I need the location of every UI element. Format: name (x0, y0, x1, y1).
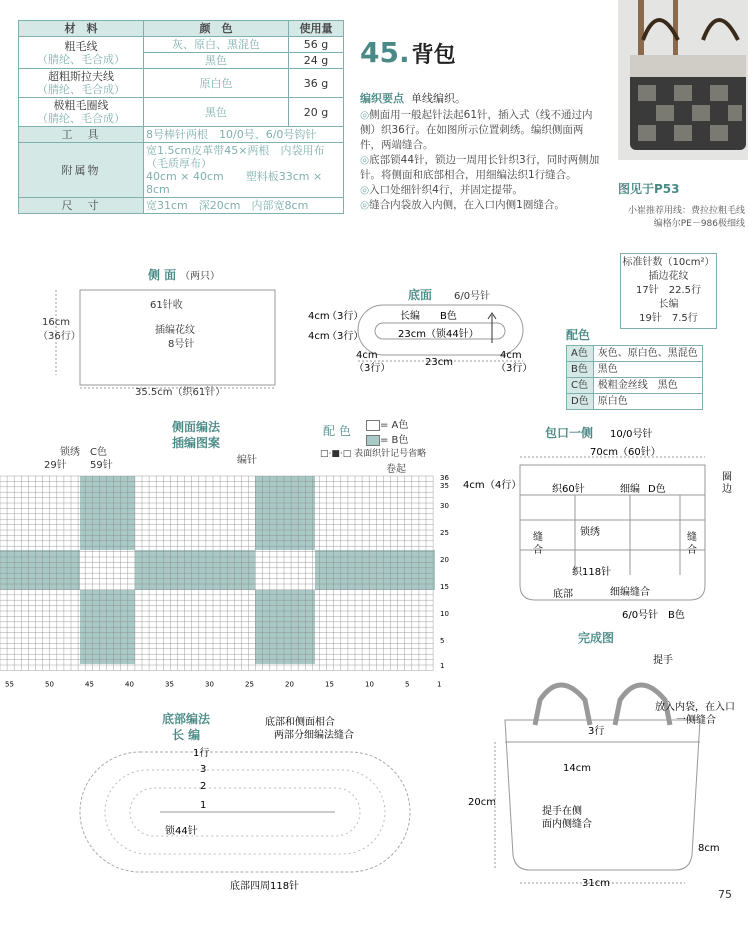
side-cast-off: 61针收 (150, 300, 183, 311)
finished-side1: 提手在侧 (542, 806, 582, 817)
opening-border2: 边 (722, 484, 732, 495)
y-tick-label: 36 (440, 474, 449, 482)
finished-w31: 31cm (582, 878, 610, 889)
opening-fineseam: 细编缝合 (610, 587, 650, 598)
legend-note (320, 446, 426, 459)
bullet-icon: ◎ (360, 109, 370, 121)
material-name: 超粗斯拉夫线 (48, 70, 114, 83)
y-tick-label: 5 (440, 637, 445, 645)
opening-s60: 织60针 (552, 484, 585, 495)
material-amount: 20 g (289, 98, 344, 127)
palette-value: 黑色 (593, 362, 702, 378)
bottom-method-title-2: 长 编 (172, 728, 201, 742)
palette-key: A色 (567, 346, 594, 362)
gauge-line: 插边花纹 (648, 271, 689, 282)
x-tick-label: 35 (165, 680, 174, 689)
bottom-diagram (300, 285, 540, 380)
chart-title-1: 侧面编法 (172, 420, 221, 434)
title-number: 45. (360, 36, 410, 69)
opening-bag-shape (520, 465, 705, 600)
bottom-stitch-diagram (60, 712, 440, 892)
bottom-around: 底部四周118针 (230, 881, 300, 892)
bottom-mid: 23cm (425, 357, 453, 368)
palette-key: D色 (567, 394, 594, 410)
chart-s29: 29针 (44, 460, 67, 471)
bottom-h2: 4cm (308, 331, 330, 342)
size-value: 宽31cm 深20cm 内部宽8cm (144, 198, 344, 214)
side-qty: （两只） (180, 271, 220, 282)
opening-width: 70cm（60针） (590, 447, 661, 458)
shaded-block (80, 476, 135, 550)
gauge-box (620, 253, 717, 329)
bottom-note-1: 底部和侧面相合 (265, 717, 335, 728)
x-tick-label: 50 (45, 680, 54, 689)
opening-seam2: 合 (533, 545, 543, 556)
bottom-h2r: （3行） (327, 331, 364, 342)
material-color: 灰、原白、黑混色 (144, 37, 289, 53)
side-pattern: 插编花纹 (155, 325, 195, 336)
bottom-hook: 6/0号针 (454, 291, 491, 302)
legend-title: 配 色 (323, 424, 351, 438)
finished-inner2: 一侧缝合 (676, 715, 716, 726)
bottom-method-title-1: 底部编法 (162, 712, 211, 726)
material-sub: （腈纶、毛合成） (37, 112, 125, 125)
opening-chain: 锁绣 (580, 527, 600, 538)
handle-left (535, 685, 590, 725)
y-tick-label: 1 (440, 662, 445, 670)
material-name: 粗毛线 (64, 39, 98, 53)
side-title: 侧 面 (148, 268, 177, 282)
opening-bcol: B色 (668, 610, 685, 621)
finished-title: 完成图 (578, 631, 615, 645)
accessories-label: 附属物 (19, 143, 144, 198)
accessories-line: 宽1.5cm皮革带45×两根 内袋用布（毛质厚布） (146, 144, 325, 170)
palette-value: 极粗金丝线 黑色 (593, 378, 702, 394)
x-tick-label: 25 (245, 680, 254, 689)
palette-key: B色 (567, 362, 594, 378)
side-width: 35.5cm（织61针） (135, 387, 226, 398)
finished-inner1: 放入内袋，在入口 (655, 702, 735, 713)
finished-handle: 提手 (653, 655, 673, 666)
palette-table (566, 345, 703, 410)
x-tick-label: 1 (437, 680, 442, 689)
side-rows: （36行） (38, 331, 81, 342)
finished-rows3: 3行 (588, 726, 605, 737)
see-also: 图见于P53 (618, 182, 680, 196)
bottom-h1r: （3行） (327, 311, 364, 322)
step-text: 缝合内袋放入内侧，在入口内侧1圈缝合。 (369, 199, 565, 211)
bottom-right-cm: 4cm (500, 350, 522, 361)
material-sub: （腈纶、毛合成） (37, 52, 125, 66)
bullet-icon: ◎ (360, 184, 370, 196)
opening-seam-right2: 合 (687, 545, 697, 556)
page-number: 75 (718, 888, 732, 901)
palette-title: 配色 (566, 328, 591, 342)
x-tick-label: 20 (285, 680, 294, 689)
x-tick-label: 45 (85, 680, 94, 689)
gauge-line: 17针 22.5行 (636, 285, 701, 296)
title-name: 背包 (411, 43, 456, 68)
legend-a-label: = A色 (380, 420, 409, 431)
palette-value: 灰色、原白色、黑混色 (593, 346, 702, 362)
step-text: 底部锁44针，锁边一周用长针织3行，同时两侧加针。将侧面和底部相合，用细编法织1行缝合。 (360, 154, 600, 181)
finished-h20: 20cm (468, 797, 496, 808)
opening-dcol: D色 (648, 484, 666, 495)
bottom-r3: 3 (200, 764, 207, 775)
bottom-chain44: 锁44针 (165, 826, 198, 837)
header-material: 材 料 (19, 21, 144, 37)
opening-title: 包口一侧 (545, 426, 594, 440)
key-points (360, 90, 466, 106)
opening-hr: （4行） (485, 480, 522, 491)
bullet-icon: ◎ (360, 154, 370, 166)
bottom-left-cm: 4cm (356, 350, 378, 361)
opening-fine: 细编 (620, 484, 640, 495)
y-tick-label: 20 (440, 556, 449, 564)
chart-s59: 59针 (90, 460, 113, 471)
material-color: 原白色 (144, 69, 289, 98)
bottom-color: B色 (440, 311, 457, 322)
bottom-stitch: 长编 (400, 311, 420, 322)
size-label: 尺 寸 (19, 198, 144, 214)
bottom-r1b: 1 (200, 800, 207, 811)
opening-bottom: 底部 (553, 589, 573, 600)
gauge-title: 标准针数（10cm²） (622, 257, 715, 268)
shaded-block (255, 476, 315, 550)
side-panel-diagram (30, 265, 290, 400)
finished-d8: 8cm (698, 843, 720, 854)
bottom-r2: 2 (200, 781, 207, 792)
key-points-text: 单线编织。 (411, 92, 466, 105)
yarn-note-1: 小崔推荐用线：费拉拉粗毛线 (627, 206, 745, 216)
material-amount: 24 g (289, 53, 344, 69)
palette-key: C色 (567, 378, 594, 394)
material-amount: 36 g (289, 69, 344, 98)
accessories-line: 40cm × 40cm 塑料板33cm × 8cm (146, 170, 323, 196)
legend-note-text: 表面织针记号省略 (354, 449, 427, 459)
step-text: 侧面用一般起针法起61针，插入式（线不通过内侧）织36行。在如图所示位置刺绣。编织侧面两件，两端缝合。 (360, 109, 593, 151)
step-text: 入口处细针织4行，并固定提带。 (369, 184, 523, 196)
header-amount: 使用量 (289, 21, 344, 37)
x-tick-label: 5 (405, 680, 410, 689)
bottom-r1: 1行 (193, 748, 210, 759)
yarn-note (590, 205, 745, 231)
steps-list (360, 108, 600, 213)
bottom-title: 底面 (408, 288, 433, 302)
page-title (360, 36, 456, 69)
colorwork-chart (0, 474, 460, 699)
material-sub: （腈纶、毛合成） (37, 83, 125, 96)
bullet-icon: ◎ (360, 199, 370, 211)
finished-diagram (460, 630, 750, 892)
chart-title-2: 插编图案 (172, 436, 221, 450)
legend-b-label: = B色 (380, 435, 409, 446)
chart-cast: 卷起 (386, 464, 406, 475)
material-color: 黑色 (144, 53, 289, 69)
opening-seam: 缝 (533, 532, 543, 543)
opening-diagram (460, 425, 750, 625)
x-tick-label: 10 (365, 680, 374, 689)
material-name: 极粗毛圈线 (53, 99, 109, 112)
material-amount: 56 g (289, 37, 344, 53)
x-tick-label: 15 (325, 680, 334, 689)
swatch-a-icon (366, 420, 380, 431)
opening-s118: 织118针 (572, 567, 612, 578)
finished-side2: 面内侧缝合 (542, 819, 592, 830)
side-needle: 8号针 (168, 339, 195, 350)
tools-value: 8号棒针两根 10/0号、6/0号钩针 (144, 127, 344, 143)
y-tick-label: 10 (440, 610, 449, 618)
bottom-left-rows: （3行） (354, 363, 391, 374)
opening-hook: 10/0号针 (610, 429, 653, 440)
tools-label: 工 具 (19, 127, 144, 143)
chart-knit: 编针 (237, 455, 257, 466)
opening-h: 4cm (463, 480, 485, 491)
material-color: 黑色 (144, 98, 289, 127)
x-tick-label: 30 (205, 680, 214, 689)
legend-swatches-icon: □·■·□ (320, 449, 355, 459)
opening-hook2: 6/0号针 (622, 610, 659, 621)
gauge-line: 19针 7.5行 (639, 313, 698, 324)
bag-photo (618, 0, 748, 160)
opening-seam-right: 缝 (687, 532, 697, 543)
legend-a (366, 416, 408, 431)
finished-w14: 14cm (563, 763, 591, 774)
y-tick-label: 25 (440, 529, 449, 537)
x-tick-label: 40 (125, 680, 134, 689)
y-tick-label: 30 (440, 502, 449, 510)
swatch-b-icon (366, 435, 380, 446)
opening-border: 圈 (722, 472, 732, 483)
materials-table (18, 20, 344, 214)
bottom-right-rows: （3行） (496, 363, 533, 374)
side-height: 16cm (42, 317, 70, 328)
bottom-inner-label: 23cm（锁44针） (398, 329, 479, 340)
header-color: 颜 色 (144, 21, 289, 37)
palette-value: 原白色 (593, 394, 702, 410)
bag-photo-image (618, 0, 748, 160)
y-tick-label: 15 (440, 583, 449, 591)
legend-b (366, 431, 408, 446)
chart-embroid: 锁绣 C色 (60, 447, 107, 458)
yarn-note-2: 编格尔PE－986极细线 (653, 219, 745, 229)
bottom-h1: 4cm (308, 311, 330, 322)
key-points-label: 编织要点 (360, 92, 404, 105)
x-tick-label: 55 (5, 680, 14, 689)
gauge-line: 长编 (658, 299, 679, 310)
y-tick-label: 35 (440, 482, 449, 490)
bottom-note-2: 两部分细编法缝合 (274, 730, 354, 741)
